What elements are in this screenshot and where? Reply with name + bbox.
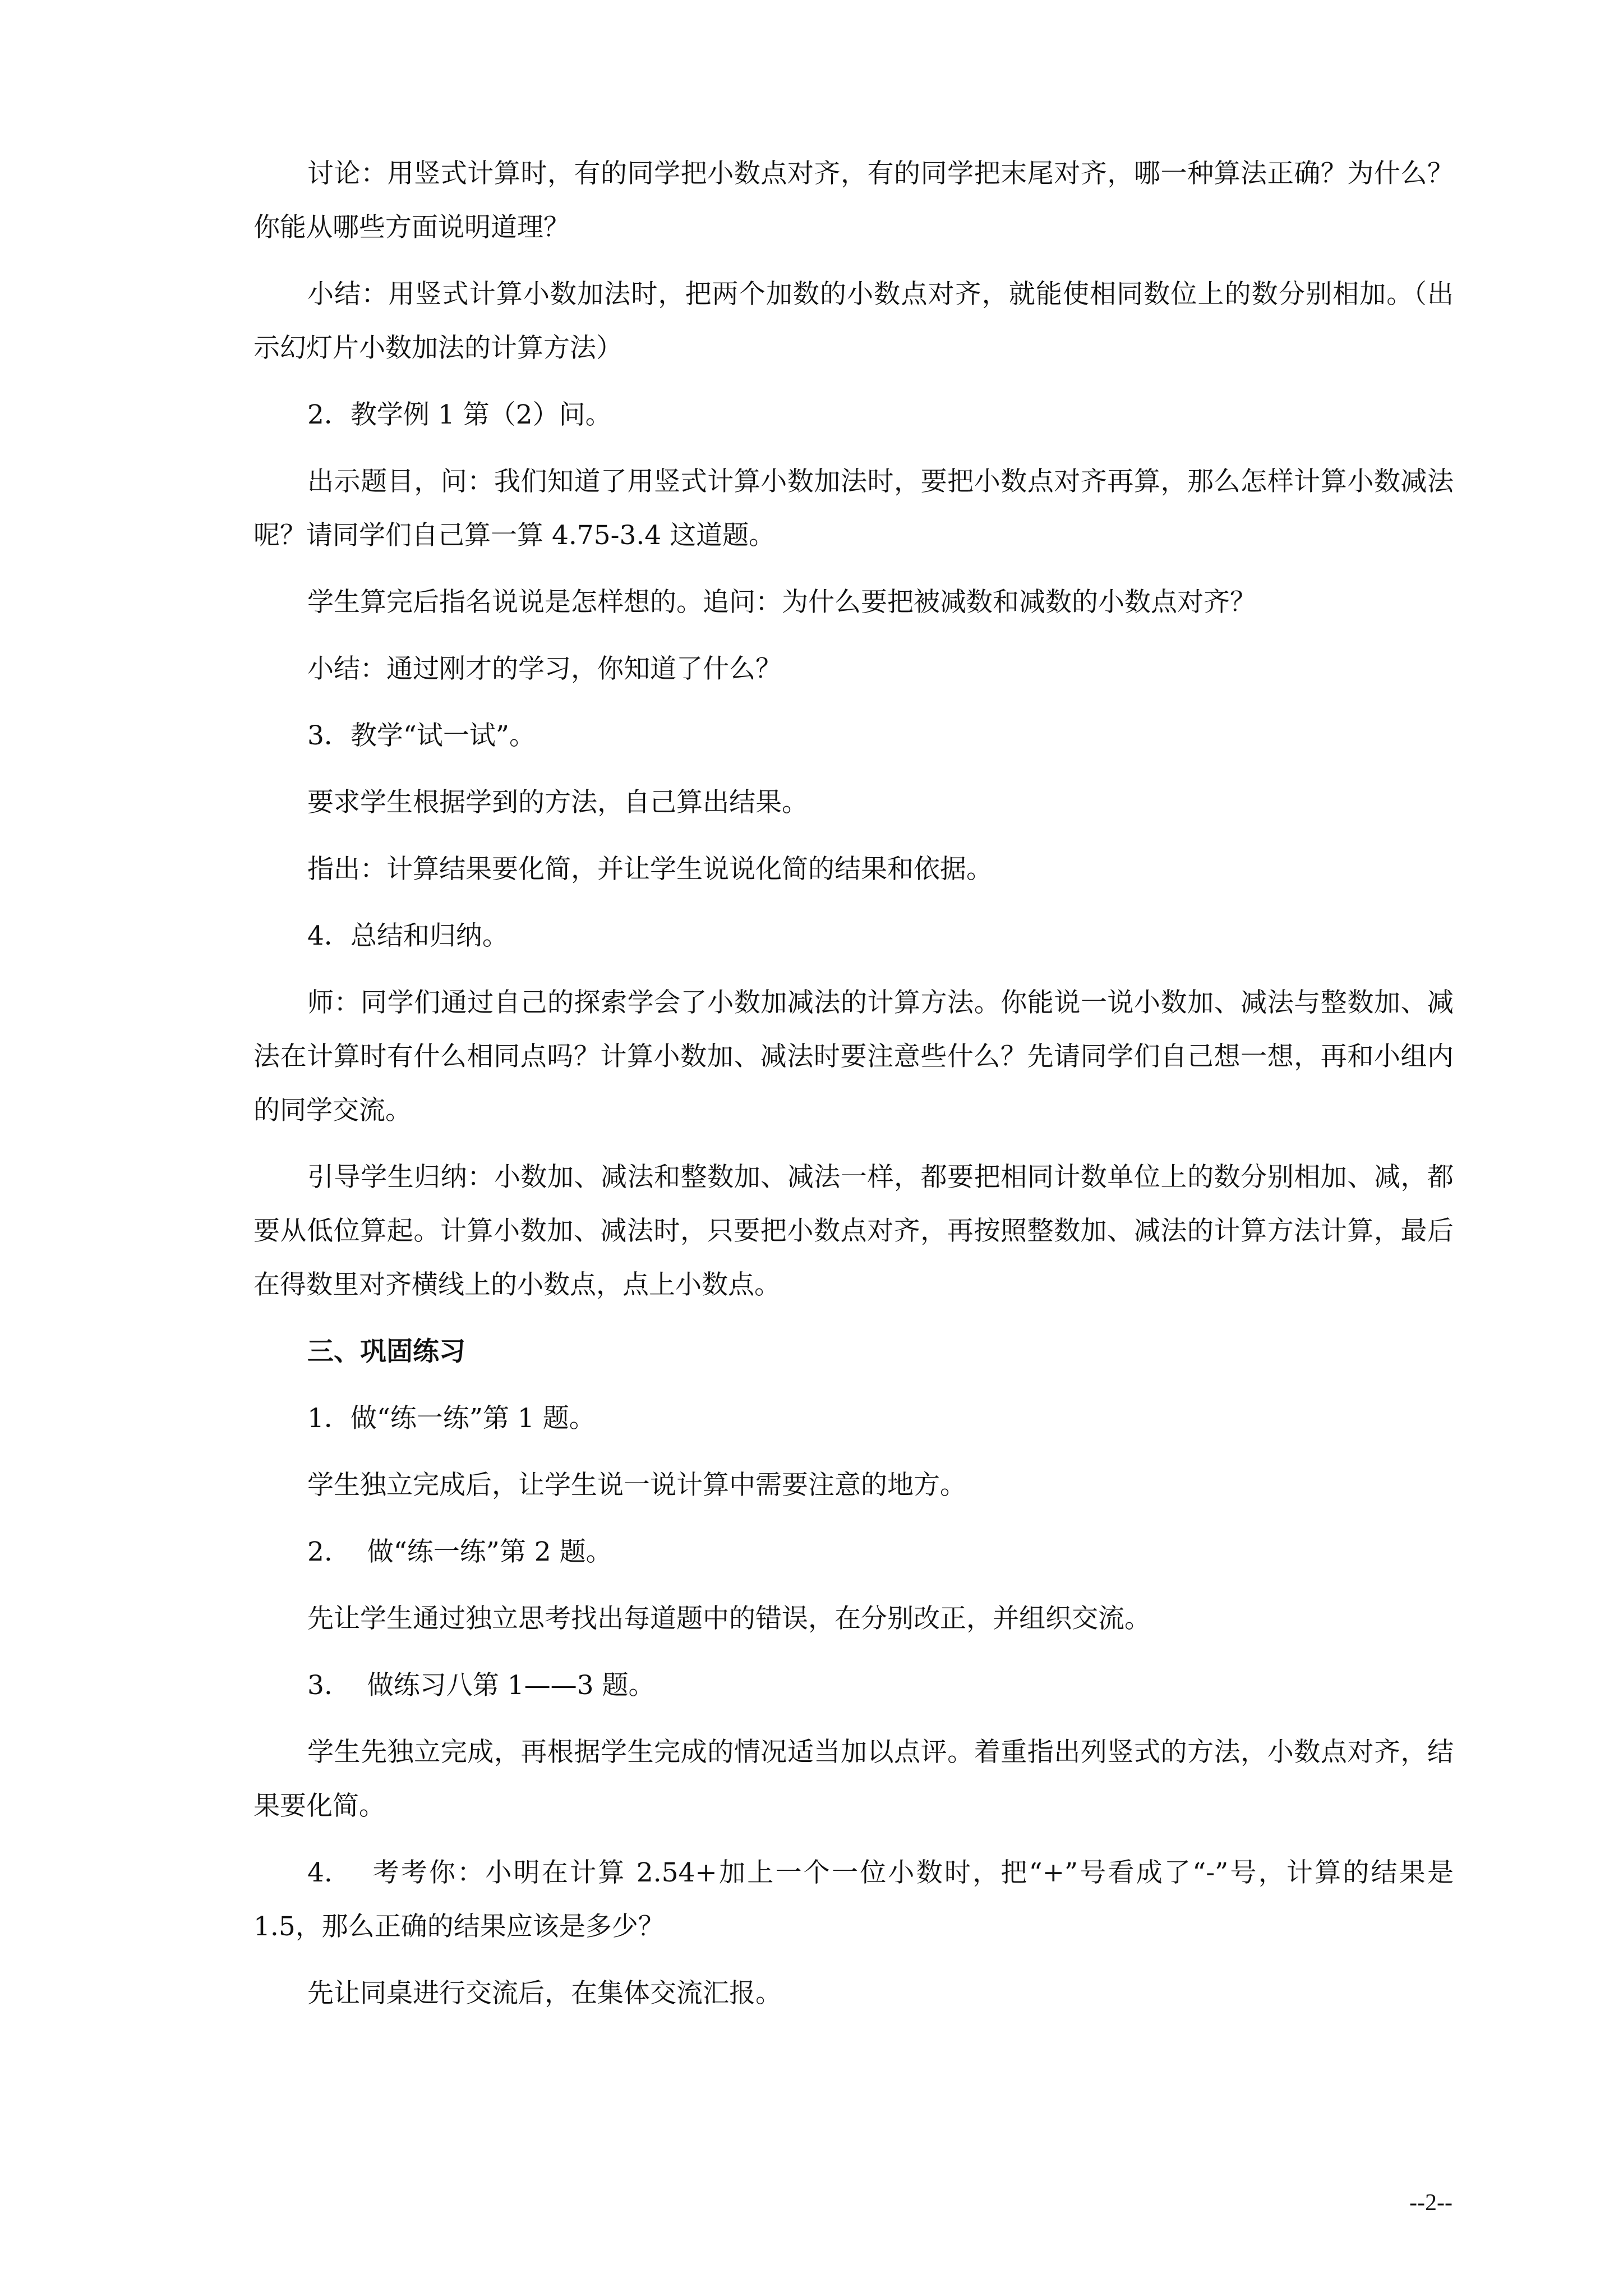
paragraph-summary-learning: 小结：通过刚才的学习，你知道了什么？ [307, 654, 782, 684]
paragraph-followup: 学生算完后指名说说是怎样想的。追问：为什么要把被减数和减数的小数点对齐？ [307, 587, 1256, 618]
paragraph-simplify-note: 指出：计算结果要化简，并让学生说说化简的结果和依据。 [307, 854, 993, 885]
section-heading-practice: 三、巩固练习 [307, 1336, 465, 1367]
paragraph-exercise-1-note: 学生独立完成后，让学生说一说计算中需要注意的地方。 [307, 1470, 966, 1501]
paragraph-exercise-1: 1．做“练一练”第 1 题。 [307, 1403, 596, 1434]
paragraph-try-requirement: 要求学生根据学到的方法，自己算出结果。 [307, 787, 808, 818]
paragraph-exercise-3: 3. 做练习八第 1——3 题。 [307, 1670, 655, 1701]
paragraph-exercise-4-note: 先让同桌进行交流后，在集体交流汇报。 [307, 1978, 782, 2009]
paragraph-discussion: 讨论：用竖式计算时，有的同学把小数点对齐，有的同学把末尾对齐，哪一种算法正确？为什么？你能从哪些方面说明道理？ [253, 158, 1454, 243]
paragraph-summary-addition: 小结：用竖式计算小数加法时，把两个加数的小数点对齐，就能使相同数位上的数分别相加。（出示幻灯片小数加法的计算方法） [253, 279, 1454, 364]
paragraph-exercise-2-note: 先让学生通过独立思考找出每道题中的错误，在分别改正，并组织交流。 [307, 1603, 1151, 1634]
paragraph-teacher-question: 师：同学们通过自己的探索学会了小数加减法的计算方法。你能说一说小数加、减法与整数加、减法在计算时有什么相同点吗？计算小数加、减法时要注意些什么？先请同学们自己想一想，再和小组内的同学交流。 [253, 987, 1454, 1126]
paragraph-exercise-3-note: 学生先独立完成，再根据学生完成的情况适当加以点评。着重指出列竖式的方法，小数点对齐，结果要化简。 [253, 1737, 1454, 1821]
paragraph-guided-summary: 引导学生归纳：小数加、减法和整数加、减法一样，都要把相同计数单位上的数分别相加、减，都要从低位算起。计算小数加、减法时，只要把小数点对齐，再按照整数加、减法的计算方法计算，最后在得数里对齐横线上的小数点，点上小数点。 [253, 1162, 1454, 1300]
paragraph-exercise-4: 4. 考考你：小明在计算 2.54+加上一个一位小数时，把“+”号看成了“-”号，计算的结果是 1.5，那么正确的结果应该是多少？ [253, 1857, 1454, 1942]
page-number: --2-- [1409, 2190, 1453, 2216]
paragraph-example-heading: 2．教学例 1 第（2）问。 [307, 399, 612, 430]
paragraph-subtraction-question: 出示题目，问：我们知道了用竖式计算小数加法时，要把小数点对齐再算，那么怎样计算小数减法呢？请同学们自己算一算 4.75-3.4 这道题。 [253, 466, 1454, 551]
paragraph-try-heading: 3．教学“试一试”。 [307, 720, 536, 751]
paragraph-exercise-2: 2. 做“练一练”第 2 题。 [307, 1536, 612, 1567]
paragraph-conclusion-heading: 4．总结和归纳。 [307, 921, 509, 951]
page-body [253, 147, 1454, 2033]
